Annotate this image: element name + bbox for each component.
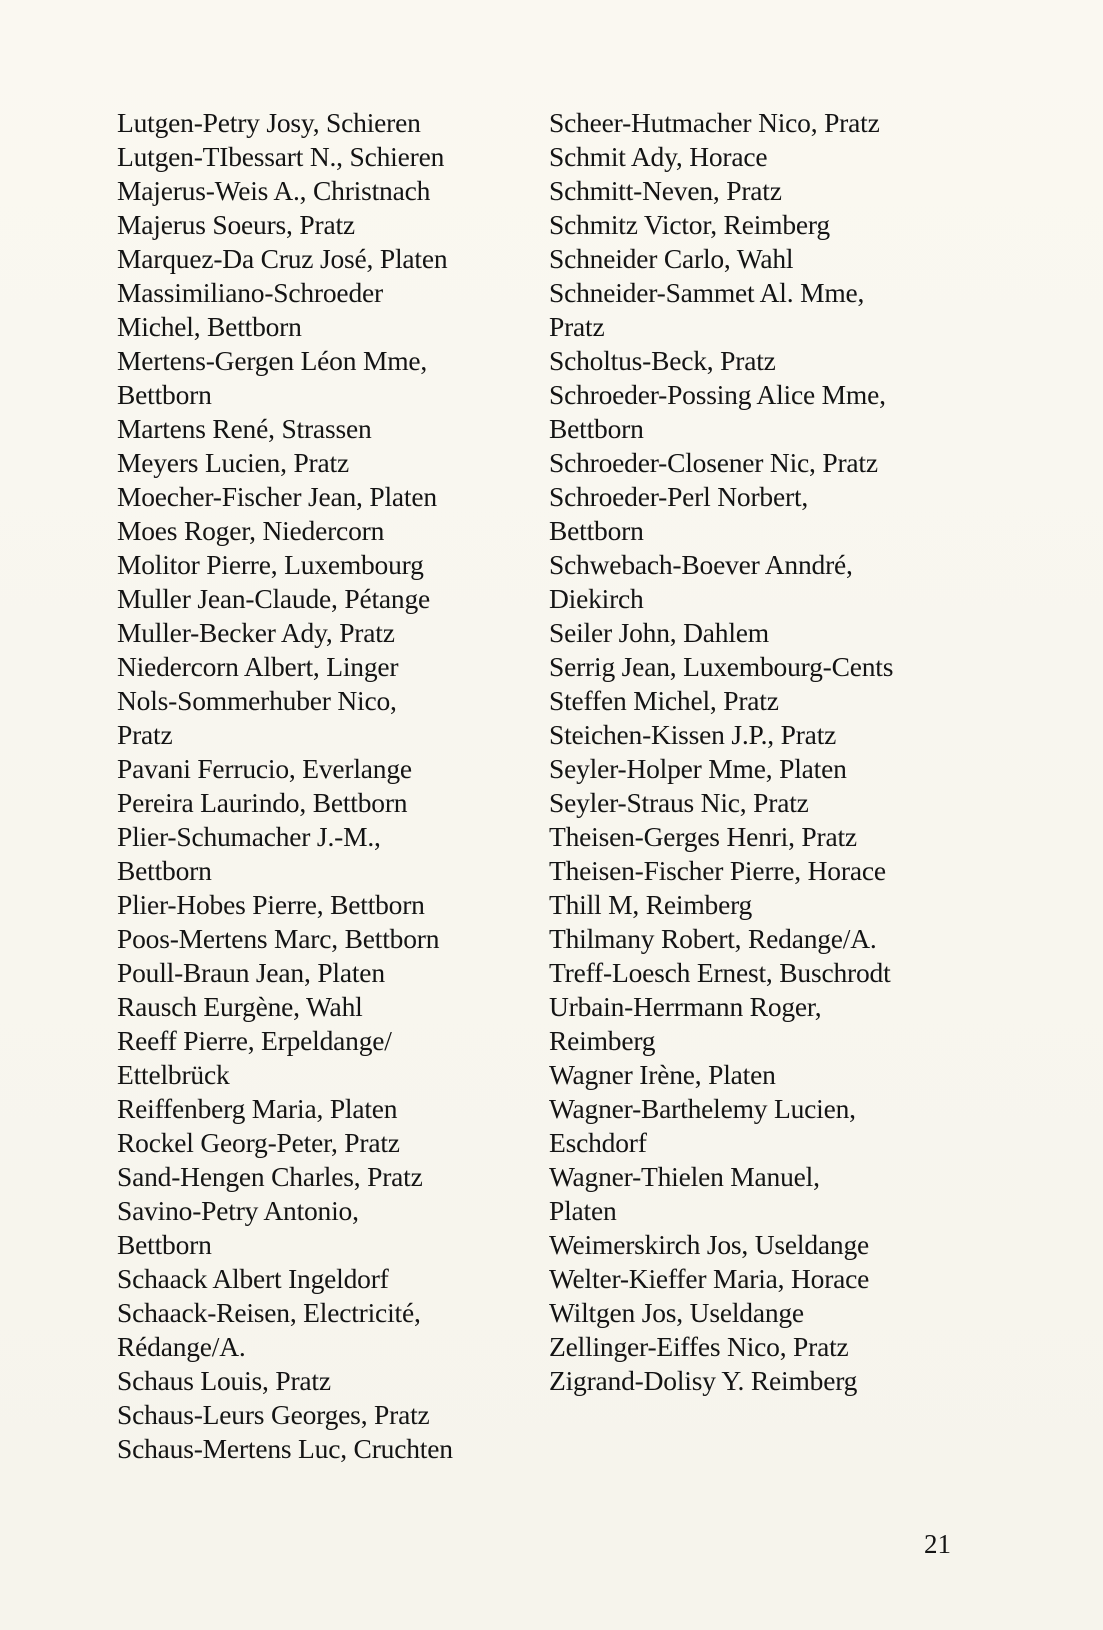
list-entry: Schroeder-Perl Norbert, (549, 481, 809, 512)
list-entry: Seyler-Straus Nic, Pratz (549, 787, 809, 818)
list-entry: Pavani Ferrucio, Everlange (117, 753, 412, 784)
list-entry: Platen (549, 1195, 617, 1226)
right-name-column (549, 106, 893, 1398)
list-entry: Muller-Becker Ady, Pratz (117, 617, 395, 648)
list-entry: Rausch Eurgène, Wahl (117, 991, 363, 1022)
list-entry: Bettborn (117, 1229, 212, 1260)
list-entry: Scholtus-Beck, Pratz (549, 345, 776, 376)
list-entry: Reiffenberg Maria, Platen (117, 1093, 398, 1124)
list-entry: Treff-Loesch Ernest, Buschrodt (549, 957, 891, 988)
list-entry: Michel, Bettborn (117, 311, 302, 342)
list-entry: Meyers Lucien, Pratz (117, 447, 349, 478)
list-entry: Thilmany Robert, Redange/A. (549, 923, 877, 954)
list-entry: Nols-Sommerhuber Nico, (117, 685, 397, 716)
list-entry: Lutgen-TIbessart N., Schieren (117, 141, 445, 172)
list-entry: Schmitt-Neven, Pratz (549, 175, 782, 206)
list-entry: Welter-Kieffer Maria, Horace (549, 1263, 870, 1294)
list-entry: Schaack-Reisen, Electricité, (117, 1297, 421, 1328)
list-entry: Poull-Braun Jean, Platen (117, 957, 385, 988)
list-entry: Theisen-Gerges Henri, Pratz (549, 821, 857, 852)
list-entry: Serrig Jean, Luxembourg-Cents (549, 651, 894, 682)
list-entry: Moecher-Fischer Jean, Platen (117, 481, 437, 512)
list-entry: Pratz (117, 719, 173, 750)
list-entry: Marquez-Da Cruz José, Platen (117, 243, 448, 274)
list-entry: Zigrand-Dolisy Y. Reimberg (549, 1365, 858, 1396)
list-entry: Reeff Pierre, Erpeldange/ (117, 1025, 392, 1056)
list-entry: Wiltgen Jos, Useldange (549, 1297, 804, 1328)
list-entry: Rockel Georg-Peter, Pratz (117, 1127, 400, 1158)
list-entry: Pratz (549, 311, 605, 342)
list-entry: Bettborn (549, 515, 644, 546)
list-entry: Schroeder-Possing Alice Mme, (549, 379, 886, 410)
list-entry: Zellinger-Eiffes Nico, Pratz (549, 1331, 849, 1362)
left-name-column (117, 106, 453, 1466)
list-entry: Majerus-Weis A., Christnach (117, 175, 431, 206)
list-entry: Rédange/A. (117, 1331, 246, 1362)
list-entry: Sand-Hengen Charles, Pratz (117, 1161, 423, 1192)
list-entry: Steffen Michel, Pratz (549, 685, 779, 716)
list-entry: Schmit Ady, Horace (549, 141, 768, 172)
list-entry: Wagner-Thielen Manuel, (549, 1161, 820, 1192)
list-entry: Moes Roger, Niedercorn (117, 515, 385, 546)
page-number: 21 (924, 1529, 951, 1559)
list-entry: Martens René, Strassen (117, 413, 372, 444)
list-entry: Urbain-Herrmann Roger, (549, 991, 822, 1022)
list-entry: Pereira Laurindo, Bettborn (117, 787, 408, 818)
list-entry: Schaack Albert Ingeldorf (117, 1263, 389, 1294)
list-entry: Schaus Louis, Pratz (117, 1365, 331, 1396)
list-entry: Schneider Carlo, Wahl (549, 243, 794, 274)
list-entry: Schneider-Sammet Al. Mme, (549, 277, 865, 308)
list-entry: Poos-Mertens Marc, Bettborn (117, 923, 440, 954)
list-entry: Schmitz Victor, Reimberg (549, 209, 830, 240)
list-entry: Niedercorn Albert, Linger (117, 651, 399, 682)
list-entry: Seiler John, Dahlem (549, 617, 769, 648)
list-entry: Reimberg (549, 1025, 656, 1056)
list-entry: Schroeder-Closener Nic, Pratz (549, 447, 878, 478)
list-entry: Seyler-Holper Mme, Platen (549, 753, 847, 784)
list-entry: Diekirch (549, 583, 644, 614)
list-entry: Muller Jean-Claude, Pétange (117, 583, 431, 614)
list-entry: Savino-Petry Antonio, (117, 1195, 359, 1226)
list-entry: Bettborn (117, 855, 212, 886)
list-entry: Bettborn (117, 379, 212, 410)
list-entry: Ettelbrück (117, 1059, 230, 1090)
list-entry: Schwebach-Boever Anndré, (549, 549, 853, 580)
list-entry: Scheer-Hutmacher Nico, Pratz (549, 107, 880, 138)
list-entry: Mertens-Gergen Léon Mme, (117, 345, 428, 376)
list-entry: Wagner-Barthelemy Lucien, (549, 1093, 856, 1124)
list-entry: Schaus-Leurs Georges, Pratz (117, 1399, 430, 1430)
list-entry: Plier-Schumacher J.-M., (117, 821, 381, 852)
list-entry: Eschdorf (549, 1127, 647, 1158)
list-entry: Lutgen-Petry Josy, Schieren (117, 107, 421, 138)
list-entry: Plier-Hobes Pierre, Bettborn (117, 889, 425, 920)
list-entry: Schaus-Mertens Luc, Cruchten (117, 1433, 453, 1464)
list-entry: Wagner Irène, Platen (549, 1059, 776, 1090)
list-entry: Steichen-Kissen J.P., Pratz (549, 719, 837, 750)
list-entry: Thill M, Reimberg (549, 889, 753, 920)
list-entry: Molitor Pierre, Luxembourg (117, 549, 424, 580)
list-entry: Theisen-Fischer Pierre, Horace (549, 855, 886, 886)
list-entry: Majerus Soeurs, Pratz (117, 209, 355, 240)
list-entry: Massimiliano-Schroeder (117, 277, 383, 308)
list-entry: Weimerskirch Jos, Useldange (549, 1229, 870, 1260)
list-entry: Bettborn (549, 413, 644, 444)
